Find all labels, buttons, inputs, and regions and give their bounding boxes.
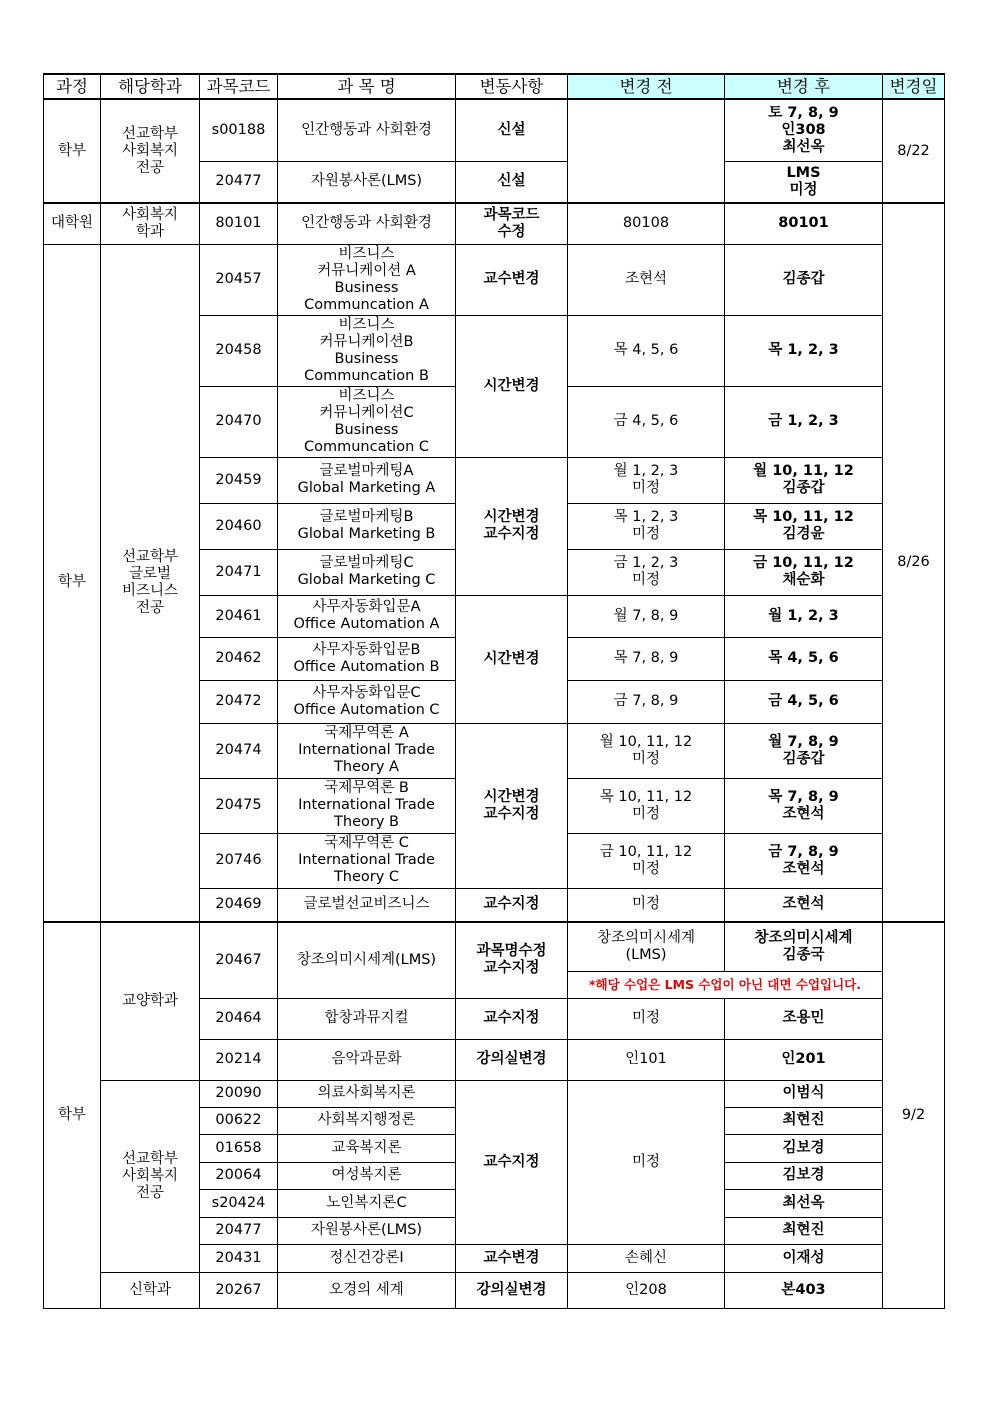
course-name-cell: 사무자동화입문A Office Automation A	[278, 595, 456, 637]
before-cell: 목 1, 2, 3 미정	[568, 503, 725, 549]
notice-text: *해당 수업은 LMS 수업이 아닌 대면 수업입니다.	[568, 971, 883, 998]
course-name-cell: 자원봉사론(LMS)	[278, 161, 456, 203]
table-row	[44, 922, 945, 971]
before-cell: 금 10, 11, 12 미정	[568, 833, 725, 888]
before-cell: 금 1, 2, 3 미정	[568, 549, 725, 595]
course-name-cell: 글로벌마케팅B Global Marketing B	[278, 503, 456, 549]
after-cell: 금 7, 8, 9 조현석	[725, 833, 883, 888]
table-row	[44, 1272, 945, 1308]
header-course-type: 과정	[44, 74, 101, 99]
department-cell: 교양학과	[101, 922, 200, 1080]
after-cell: 김보경	[725, 1162, 883, 1189]
change-type-cell: 교수지정	[456, 998, 568, 1039]
before-cell: 조현석	[568, 244, 725, 315]
course-code-cell: 20746	[200, 833, 278, 888]
course-name-cell: 인간행동과 사회환경	[278, 99, 456, 161]
header-before: 변경 전	[568, 74, 725, 99]
course-code-cell: 20459	[200, 457, 278, 503]
course-code-cell: 20431	[200, 1244, 278, 1272]
course-name-cell: 여성복지론	[278, 1162, 456, 1189]
department-cell: 선교학부 사회복지 전공	[101, 1080, 200, 1272]
department-cell: 사회복지 학과	[101, 203, 200, 244]
course-code-cell: 20214	[200, 1039, 278, 1080]
change-type-cell: 시간변경 교수지정	[456, 723, 568, 888]
after-cell: 목 4, 5, 6	[725, 637, 883, 680]
header-change-type: 변동사항	[456, 74, 568, 99]
before-cell: 창조의미시세계 (LMS)	[568, 922, 725, 971]
course-name-cell: 비즈니스 커뮤니케이션C Business Communcation C	[278, 386, 456, 457]
before-cell: 목 7, 8, 9	[568, 637, 725, 680]
course-code-cell: 20458	[200, 315, 278, 386]
after-cell: 최현진	[725, 1107, 883, 1134]
course-type-cell: 학부	[44, 922, 101, 1308]
after-cell: 80101	[725, 203, 883, 244]
after-cell: 월 10, 11, 12 김종갑	[725, 457, 883, 503]
department-cell: 신학과	[101, 1272, 200, 1308]
course-type-cell: 학부	[44, 99, 101, 203]
change-type-cell: 강의실변경	[456, 1272, 568, 1308]
after-cell: 목 10, 11, 12 김경윤	[725, 503, 883, 549]
before-cell	[568, 99, 725, 203]
change-type-cell: 교수변경	[456, 1244, 568, 1272]
course-code-cell: 20470	[200, 386, 278, 457]
after-cell: 목 7, 8, 9 조현석	[725, 778, 883, 833]
course-name-cell: 교육복지론	[278, 1134, 456, 1162]
course-code-cell: 20477	[200, 1217, 278, 1244]
course-name-cell: 오경의 세계	[278, 1272, 456, 1308]
department-cell: 선교학부 글로벌 비즈니스 전공	[101, 244, 200, 922]
course-code-cell: 20464	[200, 998, 278, 1039]
after-cell: 월 1, 2, 3	[725, 595, 883, 637]
course-name-cell: 국제무역론 B International Trade Theory B	[278, 778, 456, 833]
header-change-date: 변경일	[883, 74, 945, 99]
after-cell: 토 7, 8, 9 인308 최선옥	[725, 99, 883, 161]
course-change-table	[43, 73, 945, 1309]
course-code-cell: s20424	[200, 1189, 278, 1217]
before-cell: 월 1, 2, 3 미정	[568, 457, 725, 503]
course-type-cell: 대학원	[44, 203, 101, 244]
after-cell: LMS 미정	[725, 161, 883, 203]
course-code-cell: 20475	[200, 778, 278, 833]
before-cell: 금 4, 5, 6	[568, 386, 725, 457]
change-type-cell: 교수지정	[456, 888, 568, 922]
course-name-cell: 사무자동화입문B Office Automation B	[278, 637, 456, 680]
change-date-cell: 8/22	[883, 99, 945, 203]
table-row	[44, 1080, 945, 1107]
change-type-cell: 신설	[456, 161, 568, 203]
after-cell: 금 4, 5, 6	[725, 680, 883, 723]
change-date-cell: 8/26	[883, 203, 945, 922]
course-name-cell: 글로벌마케팅C Global Marketing C	[278, 549, 456, 595]
after-cell: 금 10, 11, 12 채순화	[725, 549, 883, 595]
course-code-cell: 80101	[200, 203, 278, 244]
before-cell: 미정	[568, 998, 725, 1039]
change-type-cell: 교수변경	[456, 244, 568, 315]
course-name-cell: 의료사회복지론	[278, 1080, 456, 1107]
course-code-cell: 20457	[200, 244, 278, 315]
after-cell: 김보경	[725, 1134, 883, 1162]
course-code-cell: 20090	[200, 1080, 278, 1107]
course-name-cell: 창조의미시세계(LMS)	[278, 922, 456, 998]
change-type-cell: 과목명수정 교수지정	[456, 922, 568, 998]
before-cell: 금 7, 8, 9	[568, 680, 725, 723]
course-code-cell: s00188	[200, 99, 278, 161]
after-cell: 조용민	[725, 998, 883, 1039]
before-cell: 월 10, 11, 12 미정	[568, 723, 725, 778]
header-department: 해당학과	[101, 74, 200, 99]
course-code-cell: 20461	[200, 595, 278, 637]
course-code-cell: 20469	[200, 888, 278, 922]
course-name-cell: 사무자동화입문C Office Automation C	[278, 680, 456, 723]
course-name-cell: 음악과문화	[278, 1039, 456, 1080]
course-name-cell: 합창과뮤지컬	[278, 998, 456, 1039]
course-name-cell: 글로벌마케팅A Global Marketing A	[278, 457, 456, 503]
change-type-cell: 시간변경	[456, 595, 568, 723]
course-type-cell: 학부	[44, 244, 101, 922]
table-row	[44, 99, 945, 161]
course-name-cell: 국제무역론 A International Trade Theory A	[278, 723, 456, 778]
after-cell: 인201	[725, 1039, 883, 1080]
after-cell: 조현석	[725, 888, 883, 922]
after-cell: 최현진	[725, 1217, 883, 1244]
course-code-cell: 20472	[200, 680, 278, 723]
before-cell: 인101	[568, 1039, 725, 1080]
course-code-cell: 20462	[200, 637, 278, 680]
after-cell: 이재성	[725, 1244, 883, 1272]
change-date-cell: 9/2	[883, 922, 945, 1308]
course-name-cell: 글로벌선교비즈니스	[278, 888, 456, 922]
before-cell: 목 10, 11, 12 미정	[568, 778, 725, 833]
before-cell: 인208	[568, 1272, 725, 1308]
after-cell: 창조의미시세계 김종국	[725, 922, 883, 971]
course-code-cell: 20064	[200, 1162, 278, 1189]
after-cell: 김종갑	[725, 244, 883, 315]
after-cell: 목 1, 2, 3	[725, 315, 883, 386]
course-code-cell: 01658	[200, 1134, 278, 1162]
course-name-cell: 사회복지행정론	[278, 1107, 456, 1134]
table-row	[44, 244, 945, 315]
header-course-code: 과목코드	[200, 74, 278, 99]
course-code-cell: 20460	[200, 503, 278, 549]
department-cell: 선교학부 사회복지 전공	[101, 99, 200, 203]
change-type-cell: 신설	[456, 99, 568, 161]
change-type-cell: 시간변경	[456, 315, 568, 457]
after-cell: 최선옥	[725, 1189, 883, 1217]
course-code-cell: 20474	[200, 723, 278, 778]
before-cell: 손혜신	[568, 1244, 725, 1272]
change-type-cell: 과목코드 수정	[456, 203, 568, 244]
change-type-cell: 강의실변경	[456, 1039, 568, 1080]
course-name-cell: 비즈니스 커뮤니케이션B Business Communcation B	[278, 315, 456, 386]
course-code-cell: 20471	[200, 549, 278, 595]
before-cell: 목 4, 5, 6	[568, 315, 725, 386]
course-code-cell: 00622	[200, 1107, 278, 1134]
course-code-cell: 20477	[200, 161, 278, 203]
after-cell: 이범식	[725, 1080, 883, 1107]
course-name-cell: 정신건강론I	[278, 1244, 456, 1272]
course-name-cell: 노인복지론C	[278, 1189, 456, 1217]
course-name-cell: 비즈니스 커뮤니케이션 A Business Communcation A	[278, 244, 456, 315]
before-cell: 미정	[568, 888, 725, 922]
course-code-cell: 20267	[200, 1272, 278, 1308]
course-name-cell: 자원봉사론(LMS)	[278, 1217, 456, 1244]
course-name-cell: 인간행동과 사회환경	[278, 203, 456, 244]
course-code-cell: 20467	[200, 922, 278, 998]
after-cell: 월 7, 8, 9 김종갑	[725, 723, 883, 778]
change-type-cell: 교수지정	[456, 1080, 568, 1244]
table-row	[44, 203, 945, 244]
course-name-cell: 국제무역론 C International Trade Theory C	[278, 833, 456, 888]
before-cell: 월 7, 8, 9	[568, 595, 725, 637]
header-after: 변경 후	[725, 74, 883, 99]
header-row	[44, 74, 945, 99]
before-cell: 80108	[568, 203, 725, 244]
header-course-name: 과 목 명	[278, 74, 456, 99]
after-cell: 금 1, 2, 3	[725, 386, 883, 457]
before-cell: 미정	[568, 1080, 725, 1244]
after-cell: 본403	[725, 1272, 883, 1308]
change-type-cell: 시간변경 교수지정	[456, 457, 568, 595]
